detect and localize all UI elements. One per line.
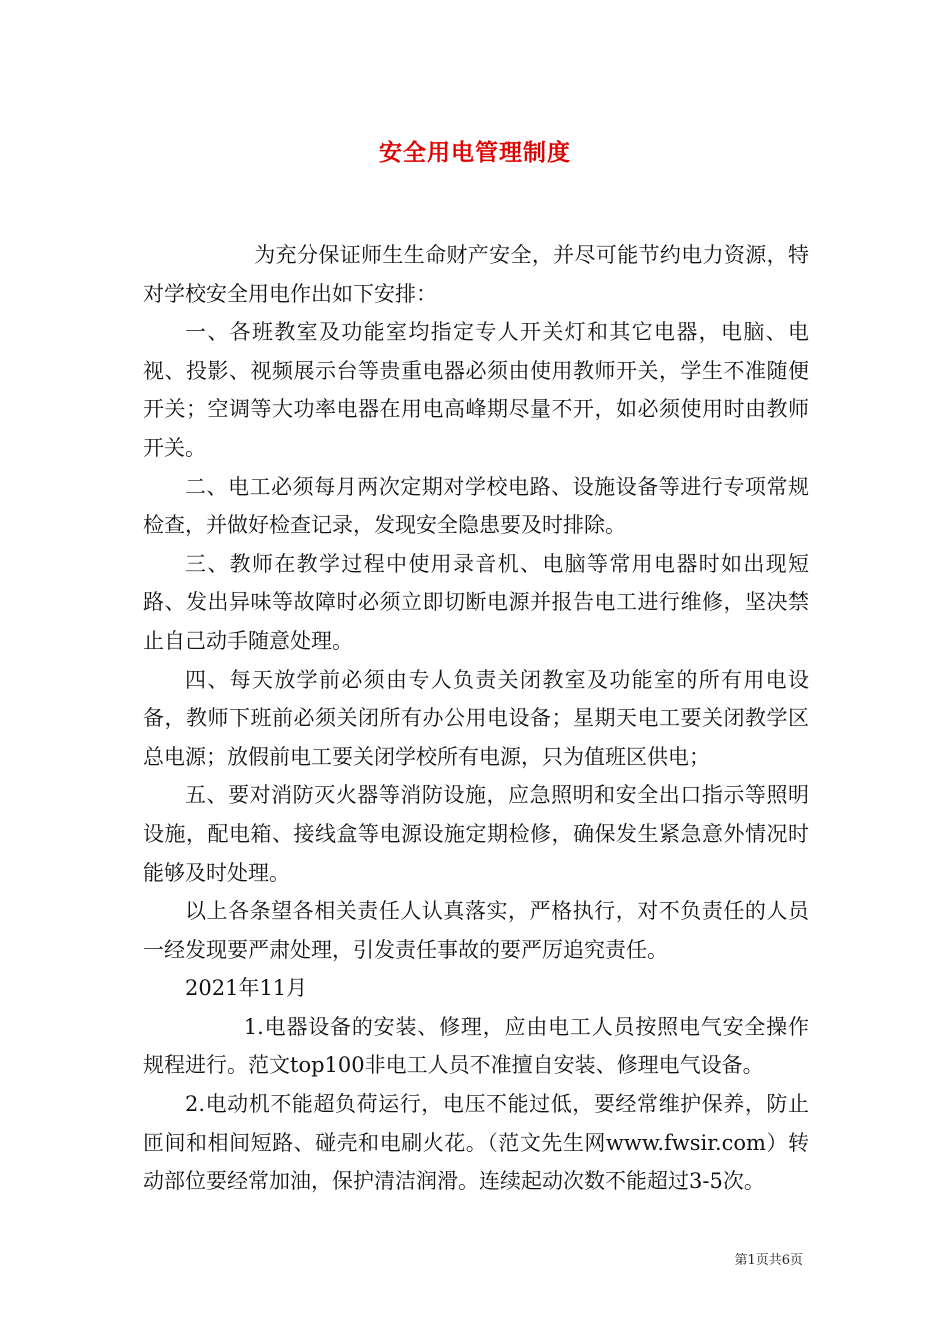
document-title: 安全用电管理制度 xyxy=(379,140,571,166)
rule-paragraph-4: 四、每天放学前必须由专人负责关闭教室及功能室的所有用电设备，教师下班前必须关闭所有办公用电设备；星期天电工要关闭教学区总电源；放假前电工要关闭学校所有电源，只为值班区供电； xyxy=(143,667,809,769)
rule-paragraph-5: 五、要对消防灭火器等消防设施，应急照明和安全出口指示等照明设施，配电箱、接线盒等电源设施定期检修，确保发生紧急意外情况时能够及时处理。 xyxy=(143,783,809,885)
date-line: 2021年11月 xyxy=(185,976,308,1001)
rule-paragraph-2: 二、电工必须每月两次定期对学校电路、设施设备等进行专项常规检查，并做好检查记录，发现安全隐患要及时排除。 xyxy=(143,474,809,538)
intro-paragraph: 为充分保证师生生命财产安全，并尽可能节约电力资源，特对学校安全用电作出如下安排： xyxy=(143,243,809,306)
numbered-paragraph-2: 2.电动机不能超负荷运行，电压不能过低，要经常维护保养，防止匝间和相间短路、碰壳和电刷火花。（范文先生网www.fwsir.com）转动部位要经常加油，保护清洁润滑。连续起动次数不能超过3-5次。 xyxy=(143,1092,809,1194)
numbered-paragraph-1: 1.电器设备的安装、修理，应由电工人员按照电气安全操作规程进行。范文top100非电工人员不准擅自安装、修理电气设备。 xyxy=(143,1014,809,1078)
page-indicator: 第1页共6页 xyxy=(734,1253,803,1268)
rule-paragraph-1: 一、各班教室及功能室均指定专人开关灯和其它电器，电脑、电视、投影、视频展示台等贵重电器必须由使用教师开关，学生不准随便开关；空调等大功率电器在用电高峰期尽量不开，如必须使用时由教师开关。 xyxy=(143,320,809,460)
closing-paragraph: 以上各条望各相关责任人认真落实，严格执行，对不负责任的人员一经发现要严肃处理，引发责任事故的要严厉追究责任。 xyxy=(143,899,809,962)
document-body xyxy=(143,236,809,1201)
rule-paragraph-3: 三、教师在教学过程中使用录音机、电脑等常用电器时如出现短路、发出异味等故障时必须立即切断电源并报告电工进行维修，坚决禁止自己动手随意处理。 xyxy=(143,551,809,653)
